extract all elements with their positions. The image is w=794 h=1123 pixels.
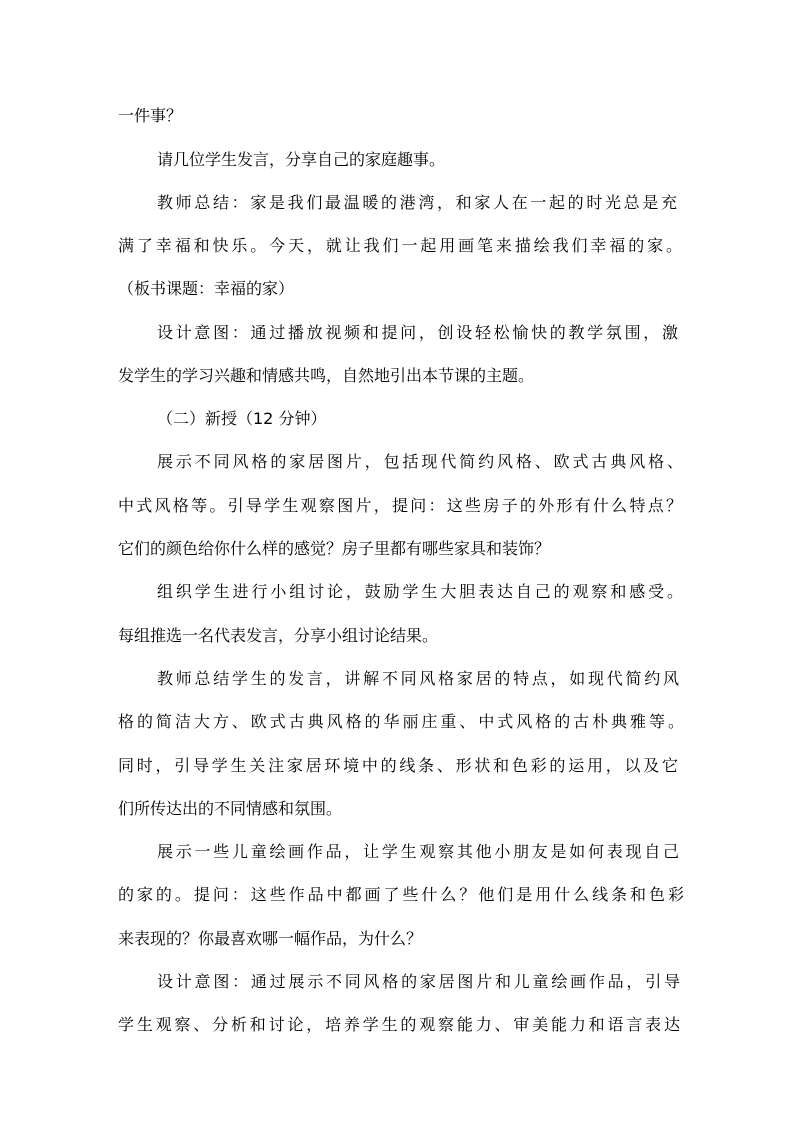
text-line: 中式风格等。引导学生观察图片，提问：这些房子的外形有什么特点？ bbox=[118, 496, 682, 515]
text-line: 它们的颜色给你什么样的感觉？房子里都有哪些家具和装饰？ bbox=[118, 539, 551, 558]
text-line: 学生观察、分析和讨论，培养学生的观察能力、审美能力和语言表达 bbox=[118, 1015, 680, 1034]
text-line: 组织学生进行小组讨论，鼓励学生大胆表达自己的观察和感受。 bbox=[157, 582, 683, 601]
text-line: 发学生的学习兴趣和情感共鸣，自然地引出本节课的主题。 bbox=[118, 366, 535, 385]
text-line: 请几位学生发言，分享自己的家庭趣事。 bbox=[157, 150, 446, 169]
text-line: 来表现的？你最喜欢哪一幅作品，为什么？ bbox=[118, 929, 423, 948]
text-line: 的家的。提问：这些作品中都画了些什么？他们是用什么线条和色彩 bbox=[118, 885, 684, 904]
text-line: 设计意图：通过展示不同风格的家居图片和儿童绘画作品，引导 bbox=[157, 972, 680, 991]
text-line: 设计意图：通过播放视频和提问，创设轻松愉快的教学氛围，激 bbox=[157, 323, 678, 342]
text-line: 同时，引导学生关注家居环境中的线条、形状和色彩的运用，以及它 bbox=[118, 756, 678, 775]
text-line: 展示一些儿童绘画作品，让学生观察其他小朋友是如何表现自己 bbox=[157, 842, 679, 861]
text-line: 们所传达出的不同情感和氛围。 bbox=[118, 799, 343, 818]
text-line: 教师总结：家是我们最温暖的港湾，和家人在一起的时光总是充 bbox=[157, 193, 677, 212]
section-heading: （二）新授（12 分钟） bbox=[157, 409, 327, 428]
text-line: 格的简洁大方、欧式古典风格的华丽庄重、中式风格的古朴典雅等。 bbox=[118, 712, 684, 731]
text-line: 每组推选一名代表发言，分享小组讨论结果。 bbox=[118, 626, 439, 645]
text-line: 一件事？ bbox=[118, 106, 183, 125]
text-line: 教师总结学生的发言，讲解不同风格家居的特点，如现代简约风 bbox=[157, 669, 679, 688]
text-line: 满了幸福和快乐。今天，就让我们一起用画笔来描绘我们幸福的家。 bbox=[118, 236, 682, 255]
text-line: 展示不同风格的家居图片，包括现代简约风格、欧式古典风格、 bbox=[157, 452, 683, 471]
text-line: （板书课题：幸福的家） bbox=[118, 279, 295, 298]
